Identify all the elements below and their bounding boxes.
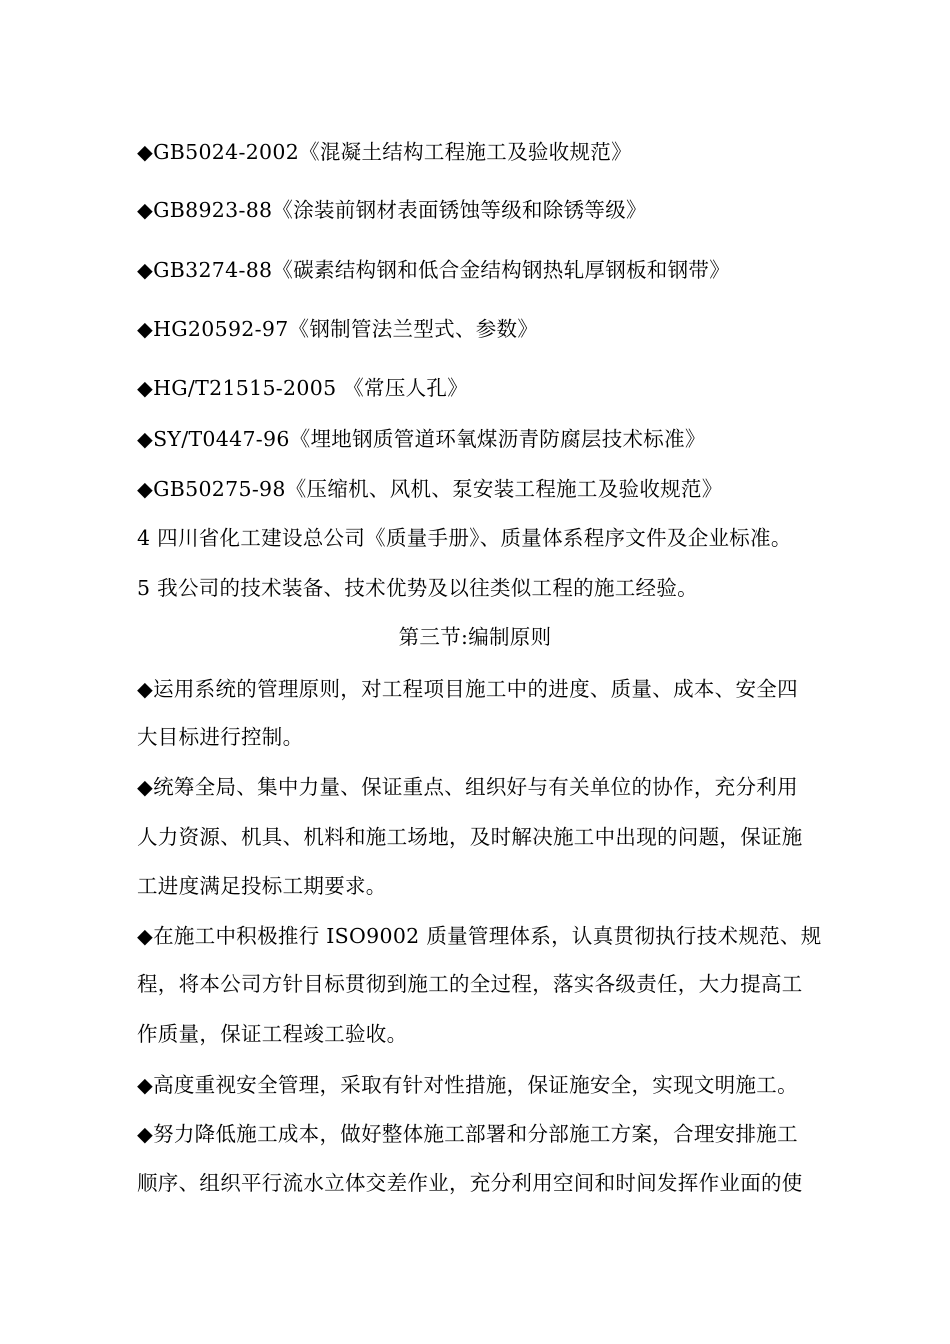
principle-1-line-1: ◆运用系统的管理原则，对工程项目施工中的进度、质量、成本、安全四 [137,677,798,701]
item-4: 4 四川省化工建设总公司《质量手册》、质量体系程序文件及企业标准。 [137,526,792,550]
standard-hg20592: ◆HG20592-97《钢制管法兰型式、参数》 [137,317,539,341]
principle-3-line-2: 程，将本公司方针目标贯彻到施工的全过程，落实各级责任，大力提高工 [137,972,803,996]
principle-5-line-2: 顺序、组织平行流水立体交差作业，充分利用空间和时间发挥作业面的使 [137,1171,803,1195]
principle-4-line-1: ◆高度重视安全管理，采取有针对性措施，保证施安全，实现文明施工。 [137,1073,798,1097]
section-title: 第三节:编制原则 [398,625,552,649]
standard-gb8923: ◆GB8923-88《涂装前钢材表面锈蚀等级和除锈等级》 [137,198,647,222]
standard-gb5024: ◆GB5024-2002《混凝土结构工程施工及验收规范》 [137,140,632,164]
standard-gb3274: ◆GB3274-88《碳素结构钢和低合金结构钢热轧厚钢板和钢带》 [137,258,730,282]
principle-5-line-1: ◆努力降低施工成本，做好整体施工部署和分部施工方案，合理安排施工 [137,1122,798,1146]
standard-gb50275: ◆GB50275-98《压缩机、风机、泵安装工程施工及验收规范》 [137,477,723,501]
principle-2-line-2: 人力资源、机具、机料和施工场地，及时解决施工中出现的问题，保证施 [137,825,803,849]
principle-2-line-1: ◆统筹全局、集中力量、保证重点、组织好与有关单位的协作，充分利用 [137,775,798,799]
principle-3-line-1: ◆在施工中积极推行 ISO9002 质量管理体系，认真贯彻执行技术规范、规 [137,924,822,948]
principle-3-line-3: 作质量，保证工程竣工验收。 [137,1022,408,1046]
standard-hg-t21515: ◆HG/T21515-2005 《常压人孔》 [137,376,469,400]
standard-sy-t0447: ◆SY/T0447-96《埋地钢质管道环氧煤沥青防腐层技术标准》 [137,427,706,451]
item-5: 5 我公司的技术装备、技术优势及以往类似工程的施工经验。 [137,576,698,600]
principle-2-line-3: 工进度满足投标工期要求。 [137,874,387,898]
principle-1-line-2: 大目标进行控制。 [137,725,304,749]
